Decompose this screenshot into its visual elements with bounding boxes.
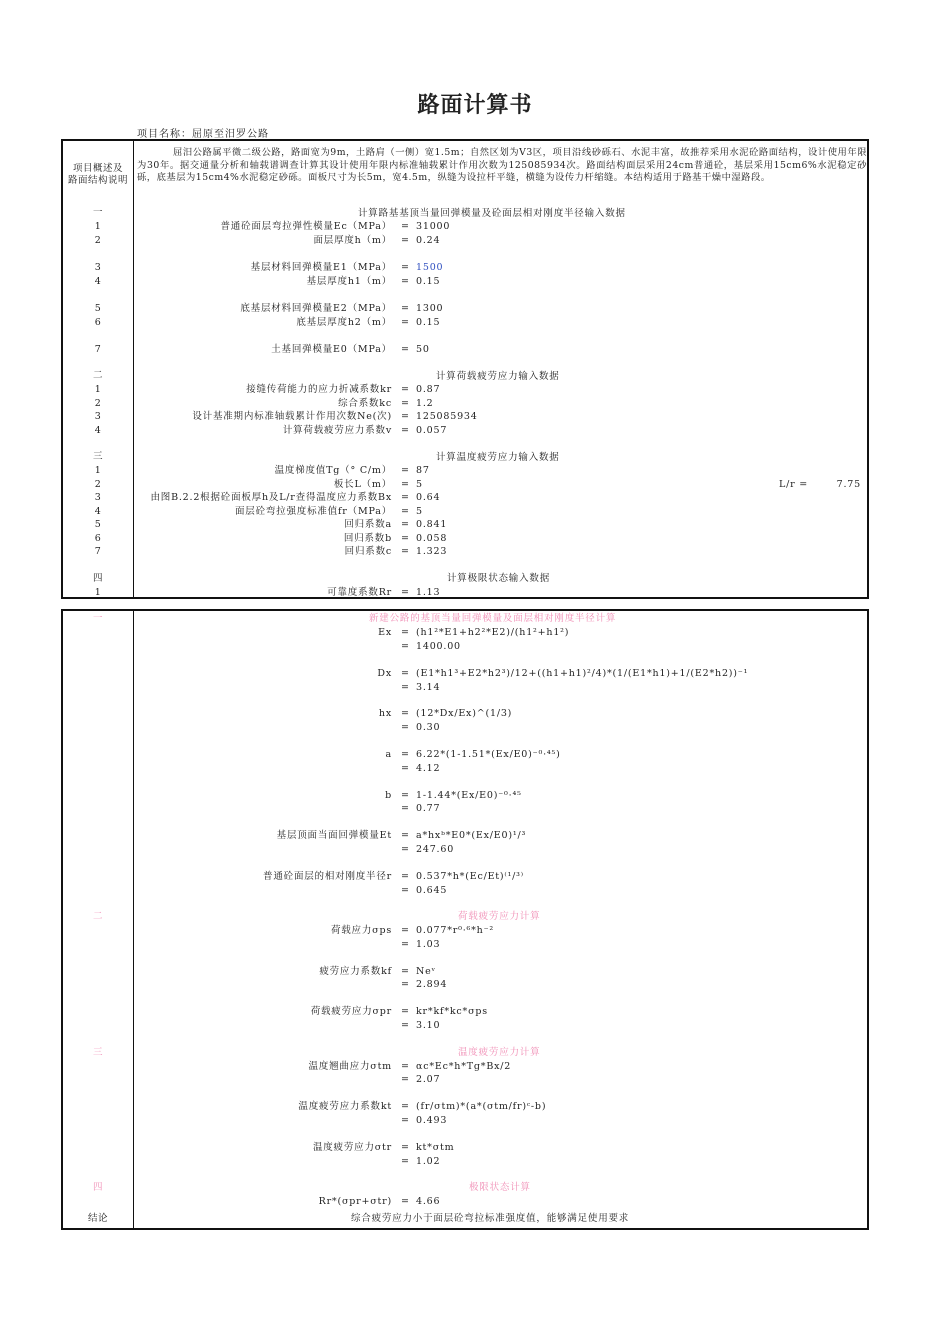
- conclusion-text: 综合疲劳应力小于面层砼弯拉标准强度值，能够满足使用要求: [351, 1213, 630, 1224]
- row-value: 0.87: [416, 384, 441, 395]
- row-label: 回归系数b: [343, 533, 392, 544]
- group-number: 一: [92, 207, 103, 218]
- row-label: 底基层厚度h2（m）: [296, 317, 392, 328]
- eq-sign: =: [401, 763, 410, 774]
- row-number: 1: [94, 465, 102, 476]
- row-value: 1.323: [416, 546, 448, 557]
- eq-sign: =: [401, 830, 410, 841]
- row-number: 5: [94, 519, 102, 530]
- calc-label: hx: [378, 708, 392, 719]
- row-number: 7: [94, 546, 102, 557]
- row-number: 3: [94, 492, 102, 503]
- row-number: 2: [94, 398, 102, 409]
- eq-sign: =: [401, 790, 410, 801]
- column-divider: [133, 141, 134, 597]
- calc-formula: (h1²*E1+h2²*E2)/(h1²+h1²): [416, 627, 570, 638]
- row-number: 6: [94, 533, 102, 544]
- row-number: 4: [94, 276, 102, 287]
- row-label: 基层厚度h1（m）: [306, 276, 392, 287]
- row-value: 1300: [416, 303, 444, 314]
- group-number: 一: [92, 613, 103, 624]
- row-number: 1: [94, 221, 102, 232]
- eq-sign: =: [401, 1115, 410, 1126]
- calc-label: 荷载应力σps: [330, 925, 392, 936]
- calc-formula: 1-1.44*(Ex/E0)⁻⁰·⁴⁵: [416, 790, 522, 801]
- calc-formula: kr*kf*kc*σps: [416, 1006, 488, 1017]
- row-label: 接缝传荷能力的应力折减系数kr: [246, 384, 392, 395]
- eq-sign: =: [401, 425, 410, 436]
- row-value: 0.057: [416, 425, 448, 436]
- eq-sign: =: [401, 1006, 410, 1017]
- row-number: 5: [94, 303, 102, 314]
- eq-sign: =: [401, 708, 410, 719]
- eq-sign: =: [401, 587, 410, 598]
- section-heading: 极限状态计算: [469, 1182, 531, 1193]
- row-value: 87: [416, 465, 430, 476]
- eq-sign: =: [401, 627, 410, 638]
- row-number: 1: [94, 587, 102, 598]
- calc-formula: kt*σtm: [416, 1142, 455, 1153]
- eq-sign: =: [401, 885, 410, 896]
- row-number: 1: [94, 384, 102, 395]
- calc-result: 0.30: [416, 722, 441, 733]
- calc-formula: (12*Dx/Ex)^(1/3): [416, 708, 513, 719]
- eq-sign: =: [401, 682, 410, 693]
- project-overview: 屈汨公路属平微二级公路，路面宽为9m，土路肩（一侧）宽1.5m；自然区划为Ⅴ3区，项目沿线砂砾石、水泥丰富，故推荐采用水泥砼路面结构，设计使用年限为30年。据交通量分析和轴载谱调查计算其设计使用年限内标准轴载累计作用次数为125085934次。路面结构面层采用24cm普通砼，基层采用15cm6%水泥稳定砂砾，底基层为15cm4%水泥稳定砂砾。面板尺寸为长5m，宽4.5m，纵缝为设拉杆平缝，横缝为设传力杆缩缝。本结构适用于路基干燥中湿路段。: [137, 147, 867, 184]
- row-label: 可靠度系数Rr: [327, 587, 392, 598]
- row-label: 由图B.2.2根据砼面板厚h及L/r查得温度应力系数Bx: [150, 492, 392, 503]
- calc-label: Rr*(σpr+σtr): [318, 1196, 392, 1207]
- eq-sign: =: [401, 344, 410, 355]
- calculation-table: [61, 609, 869, 1230]
- calc-result: 3.10: [416, 1020, 441, 1031]
- row-number: 2: [94, 479, 102, 490]
- calc-formula: 0.537*h*(Ec/Et)⁽¹/³⁾: [416, 871, 524, 882]
- row-value: 5: [416, 506, 423, 517]
- page-title: 路面计算书: [417, 93, 533, 118]
- group-number: 二: [92, 911, 103, 922]
- row-value: 0.64: [416, 492, 441, 503]
- section-heading: 计算路基基顶当量回弹模量及砼面层相对刚度半径输入数据: [358, 208, 626, 219]
- row-value: 1.2: [416, 398, 434, 409]
- section-heading: 温度疲劳应力计算: [458, 1047, 541, 1058]
- row-number: 7: [94, 344, 102, 355]
- calc-formula: (E1*h1³+E2*h2³)/12+((h1+h1)²/4)*(1/(E1*h1)+1/(E2*h2))⁻¹: [416, 668, 749, 679]
- eq-sign: =: [401, 1101, 410, 1112]
- calc-result: 1400.00: [416, 641, 461, 652]
- row-label: 面层砼弯拉强度标准值fr（MPa）: [234, 506, 392, 517]
- lr-label: L/r =: [779, 479, 809, 490]
- eq-sign: =: [401, 235, 410, 246]
- row-label: 板长L（m）: [333, 479, 392, 490]
- calc-formula: a*hxᵇ*E0*(Ex/E0)¹/³: [416, 830, 527, 841]
- calc-formula: 6.22*(1-1.51*(Ex/E0)⁻⁰·⁴⁵): [416, 749, 561, 760]
- row-label: 回归系数a: [344, 519, 392, 530]
- calc-result: 1.02: [416, 1156, 441, 1167]
- eq-sign: =: [401, 221, 410, 232]
- eq-sign: =: [401, 1156, 410, 1167]
- group-number: 二: [92, 370, 103, 381]
- row-number: 3: [94, 262, 102, 273]
- eq-sign: =: [401, 1020, 410, 1031]
- group-number: 四: [92, 573, 103, 584]
- row-value: 1500: [416, 262, 444, 273]
- row-label: 普通砼面层弯拉弹性模量Ec（MPa）: [220, 221, 392, 232]
- eq-sign: =: [401, 939, 410, 950]
- row-label: 综合系数kc: [338, 398, 392, 409]
- calc-formula: Neᵛ: [416, 966, 436, 977]
- row-label: 温度梯度值Tg（° C/m）: [274, 465, 392, 476]
- calc-result: 3.14: [416, 682, 441, 693]
- section-heading: 计算温度疲劳应力输入数据: [436, 452, 560, 463]
- calc-result: 0.645: [416, 885, 448, 896]
- section-heading: 计算极限状态输入数据: [447, 573, 551, 584]
- eq-sign: =: [401, 465, 410, 476]
- input-data-table: [61, 139, 869, 599]
- eq-sign: =: [401, 384, 410, 395]
- row-value: 125085934: [416, 411, 478, 422]
- row-value: 0.24: [416, 235, 441, 246]
- row-value: 31000: [416, 221, 451, 232]
- eq-sign: =: [401, 641, 410, 652]
- project-name: 项目名称：屈原至汨罗公路: [137, 129, 269, 140]
- calc-label: 基层顶面当面回弹模量Et: [276, 830, 392, 841]
- row-label: 底基层材料回弹模量E2（MPa）: [240, 303, 392, 314]
- eq-sign: =: [401, 533, 410, 544]
- eq-sign: =: [401, 871, 410, 882]
- eq-sign: =: [401, 506, 410, 517]
- calc-result: 2.07: [416, 1074, 441, 1085]
- eq-sign: =: [401, 668, 410, 679]
- eq-sign: =: [401, 317, 410, 328]
- eq-sign: =: [401, 519, 410, 530]
- calc-formula: (fr/σtm)*(a*(σtm/fr)ᶜ-b): [416, 1101, 547, 1112]
- calc-label: 荷载疲劳应力σpr: [310, 1006, 392, 1017]
- row-number: 3: [94, 411, 102, 422]
- calc-result: 1.03: [416, 939, 441, 950]
- eq-sign: =: [401, 722, 410, 733]
- conclusion-label: 结论: [87, 1213, 108, 1224]
- calc-label: 温度翘曲应力σtm: [308, 1061, 392, 1072]
- calc-label: a: [385, 749, 392, 760]
- eq-sign: =: [401, 925, 410, 936]
- eq-sign: =: [401, 1061, 410, 1072]
- eq-sign: =: [401, 303, 410, 314]
- row-number: 2: [94, 235, 102, 246]
- eq-sign: =: [401, 411, 410, 422]
- row-number: 4: [94, 506, 102, 517]
- eq-sign: =: [401, 398, 410, 409]
- row-value: 0.15: [416, 276, 441, 287]
- section-heading: 新建公路的基顶当量回弹模量及面层相对刚度半径计算: [369, 613, 617, 624]
- column-divider: [133, 611, 134, 1228]
- calc-result: 2.894: [416, 979, 448, 990]
- eq-sign: =: [401, 479, 410, 490]
- eq-sign: =: [401, 546, 410, 557]
- row-number: 6: [94, 317, 102, 328]
- row-number: 4: [94, 425, 102, 436]
- row-label: 面层厚度h（m）: [313, 235, 392, 246]
- section-heading: 计算荷载疲劳应力输入数据: [436, 371, 560, 382]
- eq-sign: =: [401, 276, 410, 287]
- calc-label: 温度疲劳应力系数kt: [298, 1101, 392, 1112]
- calc-result: 4.12: [416, 763, 441, 774]
- eq-sign: =: [401, 1196, 410, 1207]
- section-heading: 荷载疲劳应力计算: [458, 911, 541, 922]
- group-number: 四: [92, 1182, 103, 1193]
- row-value: 50: [416, 344, 430, 355]
- eq-sign: =: [401, 1142, 410, 1153]
- overview-label-1: 项目概述及: [72, 163, 123, 174]
- calc-label: 温度疲劳应力σtr: [312, 1142, 392, 1153]
- eq-sign: =: [401, 979, 410, 990]
- row-label: 计算荷载疲劳应力系数v: [282, 425, 392, 436]
- row-value: 1.13: [416, 587, 441, 598]
- eq-sign: =: [401, 803, 410, 814]
- eq-sign: =: [401, 1074, 410, 1085]
- row-label: 设计基准期内标准轴载累计作用次数Ne(次): [192, 411, 392, 422]
- row-label: 回归系数c: [344, 546, 392, 557]
- group-number: 三: [92, 451, 103, 462]
- calc-label: 疲劳应力系数kf: [319, 966, 392, 977]
- overview-label-2: 路面结构说明: [67, 175, 128, 186]
- row-value: 5: [416, 479, 423, 490]
- eq-sign: =: [401, 844, 410, 855]
- calc-label: 普通砼面层的相对刚度半径r: [263, 871, 392, 882]
- calc-label: b: [385, 790, 392, 801]
- calc-formula: 4.66: [416, 1196, 441, 1207]
- row-value: 0.15: [416, 317, 441, 328]
- group-number: 三: [92, 1047, 103, 1058]
- row-label: 基层材料回弹模量E1（MPa）: [250, 262, 392, 273]
- lr-value: 7.75: [836, 479, 861, 490]
- calc-label: Ex: [378, 627, 392, 638]
- calc-result: 0.77: [416, 803, 441, 814]
- calc-label: Dx: [377, 668, 392, 679]
- row-value: 0.841: [416, 519, 448, 530]
- eq-sign: =: [401, 749, 410, 760]
- eq-sign: =: [401, 966, 410, 977]
- row-value: 0.058: [416, 533, 448, 544]
- eq-sign: =: [401, 262, 410, 273]
- row-label: 土基回弹模量E0（MPa）: [271, 344, 392, 355]
- calc-result: 0.493: [416, 1115, 448, 1126]
- calc-result: 247.60: [416, 844, 455, 855]
- eq-sign: =: [401, 492, 410, 503]
- calc-formula: 0.077*r⁰·⁶*h⁻²: [416, 925, 495, 936]
- calc-formula: αc*Ec*h*Tg*Bx/2: [416, 1061, 512, 1072]
